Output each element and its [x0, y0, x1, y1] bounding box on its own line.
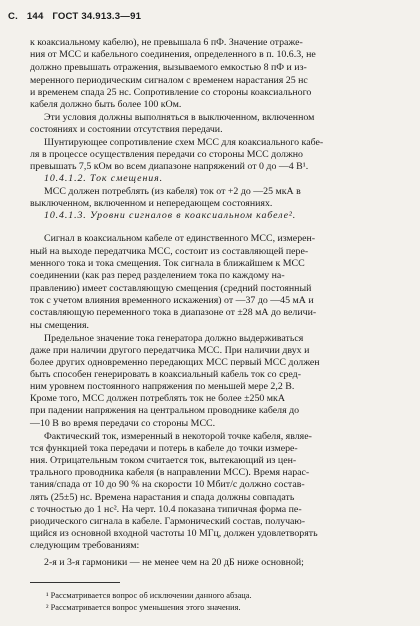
- text-line: состояниях и состоянии отсутствия передачи.: [30, 124, 223, 135]
- text-line: кабеля должно быть более 100 кОм.: [30, 99, 182, 110]
- text-line: 2-я и 3-я гармоники — не менее чем на 20 дБ ниже основной;: [44, 557, 304, 568]
- text-line: следующим требованиям:: [30, 540, 140, 551]
- section-heading: 10.4.1.2. Ток смещения.: [44, 173, 163, 184]
- text-line: ны смещения.: [30, 320, 89, 331]
- text-line: Кроме того, МСС должен потреблять ток не более ±250 мкА: [30, 393, 285, 404]
- text-line: Сигнал в коаксиальном кабеле от единственного МСС, измерен-: [44, 233, 316, 244]
- text-line: ния от МСС и кабельного соединения, определенного в п. 10.6.3, не: [30, 49, 316, 60]
- text-line: Шунтирующее сопротивление схем МСС для коаксиального кабе-: [44, 137, 324, 148]
- text-line: соединении (как раз перед разделением тока по каждому на-: [30, 270, 285, 281]
- text-line: лять (25±5) нс. Времена нарастания и спада должны совпадать: [30, 492, 295, 503]
- footnote: ¹ Рассматривается вопрос об исключении данного абзаца.: [46, 591, 252, 600]
- text-line: даже при наличии другого передатчика МСС. При наличии двух и: [30, 345, 310, 356]
- text-line: тся функцией тока передачи и потерь в кабеле до точки измере-: [30, 443, 298, 454]
- text-line: превышать 7,5 кОм во всем диапазоне напряжений от 0 до —4 В¹.: [30, 161, 309, 172]
- text-line: —10 В во время передачи со стороны МСС.: [30, 418, 216, 429]
- text-line: при падении напряжения на центральном проводнике кабеля до: [30, 405, 300, 416]
- text-line: с точностью до 1 нс². На черт. 10.4 показана типичная форма пе-: [30, 504, 302, 515]
- text-line: выключенном, включенном и непередающем состояниях.: [30, 198, 273, 209]
- page-number: 144: [26, 11, 44, 22]
- text-line: менного тока и тока смещения. Ток сигнала в ближайшем к МСС: [30, 258, 305, 269]
- footnote: ² Рассматривается вопрос уменьшения этого значения.: [46, 603, 241, 612]
- text-line: ния. Отрицательным током считается ток, вытекающий из цен-: [30, 455, 297, 466]
- text-line: трального проводника кабеля (в направлении МСС). Время нарас-: [30, 467, 310, 478]
- text-line: правлению) имеет составляющую смещения (средний постоянный: [30, 283, 312, 294]
- text-line: ля в процессе осуществления передачи со стороны МСС должно: [30, 149, 303, 160]
- section-heading: 10.4.1.3. Уровни сигналов в коаксиальном кабеле².: [44, 210, 297, 221]
- text-line: быть способен генерировать в коаксиальный кабель ток со сред-: [30, 369, 301, 380]
- text-line: ный на выходе передатчика МСС, состоит из составляющей пере-: [30, 246, 309, 257]
- text-line: тания/спада от 10 до 90 % на скорости 10 Мбит/с должно состав-: [30, 479, 305, 490]
- text-line: меренного периодическим сигналом с временем нарастания 25 нс: [30, 75, 308, 86]
- text-line: более других одновременно передающих МСС первый МСС должен: [30, 357, 320, 368]
- text-line: щийся из основной входной частоты 10 МГц, должен удовлетворять: [30, 528, 318, 539]
- text-line: к коаксиальному кабелю), не превышала 6 пФ. Значение отраже-: [30, 37, 303, 48]
- page-header: [8, 11, 147, 22]
- footnote-divider: [30, 582, 120, 583]
- text-line: ним уровнем постоянного напряжения по меньшей мере 2,2 В.: [30, 381, 295, 392]
- standard-designation: ГОСТ 34.913.3—91: [52, 11, 142, 22]
- text-line: составляющую переменного тока в диапазоне от ±28 мА до величи-: [30, 307, 317, 318]
- text-line: риодического сигнала в кабеле. Гармонический состав, получаю-: [30, 516, 306, 527]
- text-line: должно превышать отражения, вызываемого емкостью 8 пФ и из-: [30, 62, 307, 73]
- text-line: и временем спада 25 нс. Сопротивление со стороны коаксиального: [30, 87, 312, 98]
- page-letter: С.: [8, 11, 18, 22]
- text-line: Фактический ток, измеренный в некоторой точке кабеля, являе-: [44, 431, 312, 442]
- text-line: ток с учетом влияния временного искажения) от —37 до —45 мА и: [30, 295, 314, 306]
- text-line: Эти условия должны выполняться в выключенном, включенном: [44, 112, 315, 123]
- text-line: Предельное значение тока генератора должно выдерживаться: [44, 333, 304, 344]
- text-line: МСС должен потреблять (из кабеля) ток от +2 до —25 мкА в: [44, 186, 301, 197]
